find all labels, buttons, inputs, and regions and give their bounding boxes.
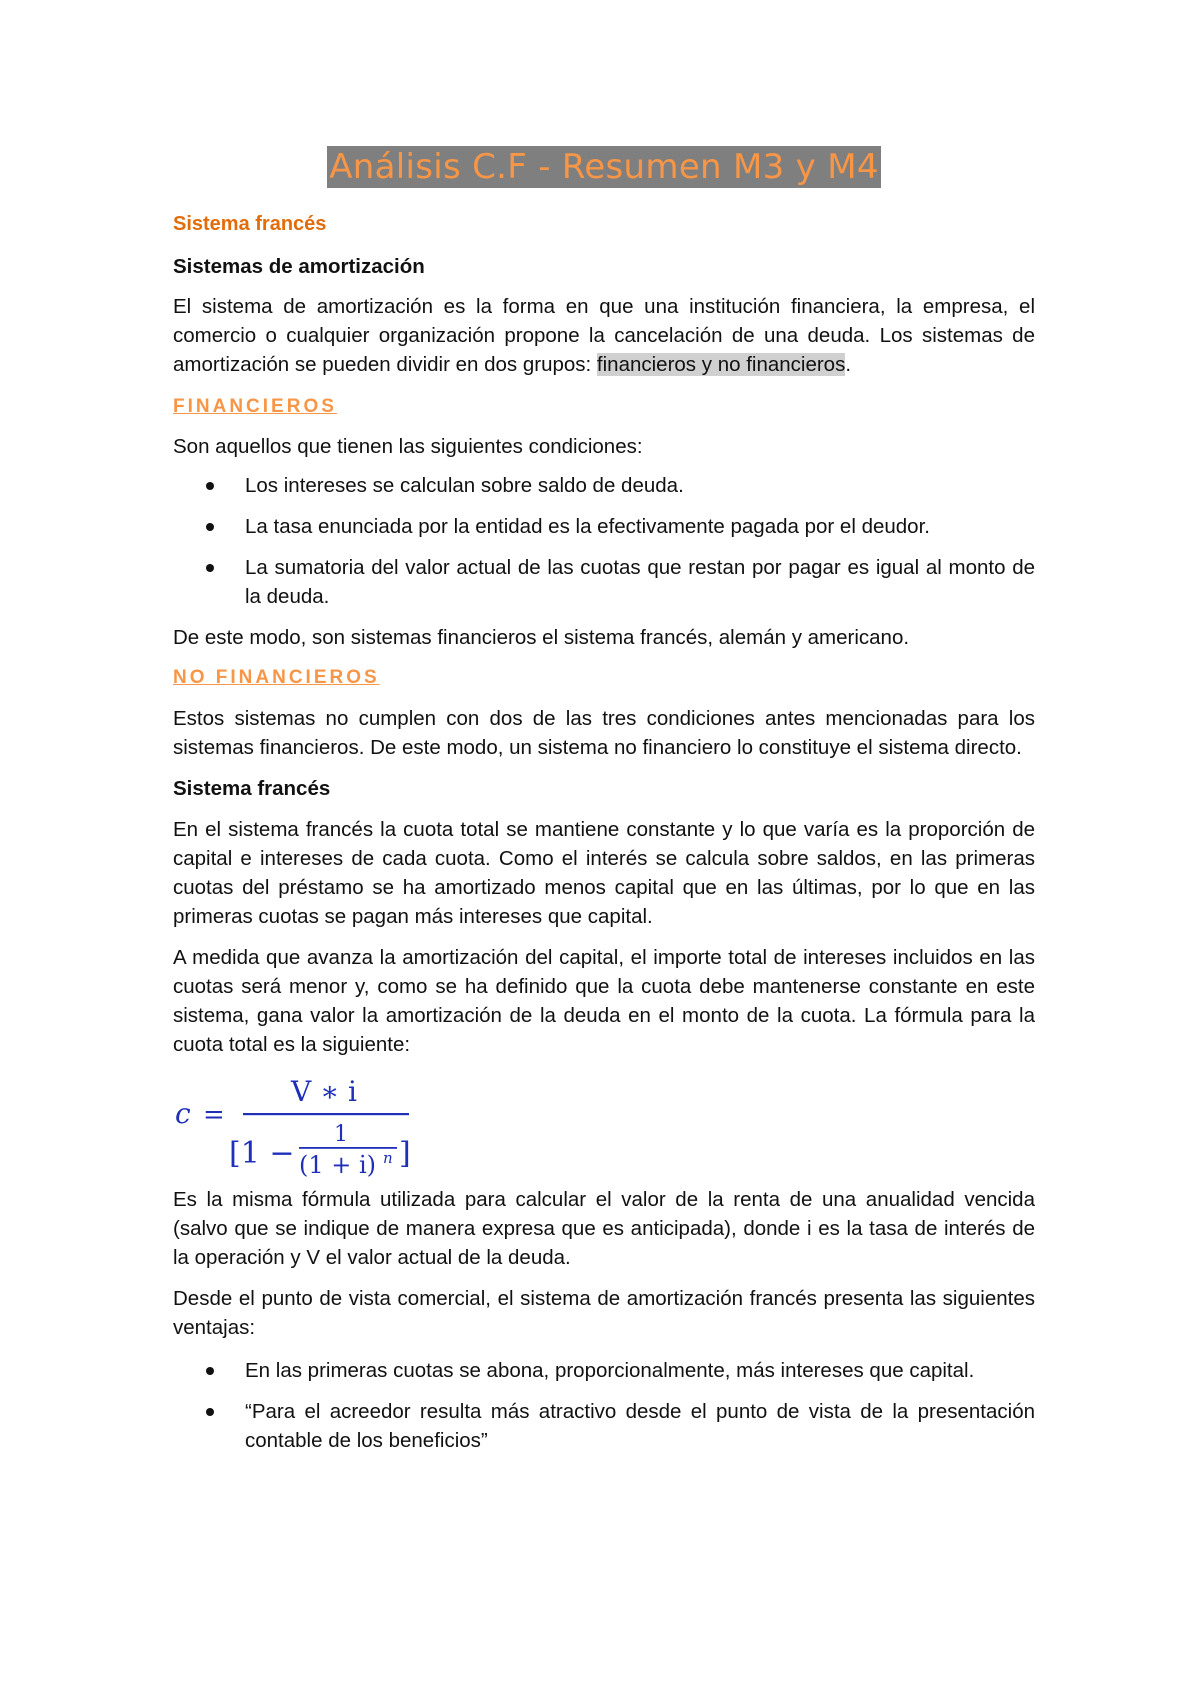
formula-bracket-open: [1 − <box>229 1136 295 1171</box>
formula-numerator: V ∗ i <box>291 1075 358 1108</box>
formula-inner-numerator: 1 <box>334 1122 348 1147</box>
intro-text: El sistema de amortización es la forma en que una institución financiera, la empresa, el comercio o cualquier organización propone la cancelación de una deuda. Los sistemas de amortización se pueden dividir en dos grupos: <box>173 295 1035 376</box>
ventajas-list <box>173 1356 1035 1455</box>
frances-paragraph-4: Desde el punto de vista comercial, el sistema de amortización francés presenta las siguientes ventajas: <box>173 1287 1035 1339</box>
list-item-text: Los intereses se calculan sobre saldo de deuda. <box>245 474 684 497</box>
no-financieros-text: Estos sistemas no cumplen con dos de las tres condiciones antes mencionadas para los sistemas financieros. De este modo, un sistema no financiero lo constituye el sistema directo. <box>173 707 1035 759</box>
bullet-icon <box>206 1408 214 1416</box>
intro-paragraph <box>173 292 1035 379</box>
frances-heading: Sistema francés <box>173 777 331 800</box>
formula-inner-denominator: (1 + i) <box>299 1151 377 1179</box>
list-item-text: La tasa enunciada por la entidad es la efectivamente pagada por el deudor. <box>245 515 930 538</box>
bullet-icon <box>206 1367 214 1375</box>
financieros-closing: De este modo, son sistemas financieros el sistema francés, alemán y americano. <box>173 626 910 649</box>
sub-heading: Sistemas de amortización <box>173 255 425 278</box>
list-item <box>173 1397 1035 1455</box>
frances-paragraph-3: Es la misma fórmula utilizada para calcular el valor de la renta de una anualidad vencida (salvo que se indique de manera expresa que es anticipada), donde i es la tasa de interés de la operación y V el valor actual de la deuda. <box>173 1188 1035 1269</box>
financieros-heading: FINANCIEROS <box>173 396 337 417</box>
no-financieros-heading: NO FINANCIEROS <box>173 667 380 688</box>
list-item <box>173 471 1035 500</box>
financieros-intro: Son aquellos que tienen las siguientes condiciones: <box>173 435 643 458</box>
formula-main-fraction-bar <box>243 1113 409 1115</box>
frances-paragraph-1: En el sistema francés la cuota total se mantiene constante y lo que varía es la proporción de capital e intereses de cada cuota. Como el interés se calcula sobre saldos, en las primeras cuotas del préstamo se ha amortizado menos capital que en las últimas, por lo que en las primeras cuotas se pagan más intereses que capital. <box>173 818 1035 928</box>
formula-graphic <box>173 1069 473 1181</box>
formula-bracket-close: ] <box>399 1136 411 1171</box>
bullet-icon <box>206 482 214 490</box>
list-item-text: La sumatoria del valor actual de las cuotas que restan por pagar es igual al monto de la deuda. <box>245 556 1035 608</box>
list-item <box>173 512 1035 541</box>
financieros-list <box>173 471 1035 611</box>
formula-equals: = <box>203 1100 225 1130</box>
list-item-text: En las primeras cuotas se abona, proporcionalmente, más intereses que capital. <box>245 1359 975 1382</box>
section-label: Sistema francés <box>173 213 327 235</box>
frances-paragraph-2: A medida que avanza la amortización del capital, el importe total de intereses incluidos en las cuotas será menor y, como se ha definido que la cuota debe mantenerse constante en este sistema, gana valor la amortización de la deuda en el monto de la cuota. La fórmula para la cuota total es la siguiente: <box>173 946 1035 1056</box>
intro-end: . <box>845 353 852 376</box>
document-title: Análisis C.F - Resumen M3 y M4 <box>329 147 879 187</box>
bullet-icon <box>206 564 214 572</box>
list-item <box>173 1356 1035 1385</box>
list-item-text: “Para el acreedor resulta más atractivo desde el punto de vista de la presentación contable de los beneficios” <box>245 1400 1035 1452</box>
document-body <box>173 0 1035 1455</box>
bullet-icon <box>206 523 214 531</box>
list-item <box>173 553 1035 611</box>
title-block <box>173 146 1035 188</box>
formula-lhs: c <box>175 1097 191 1130</box>
intro-highlight: financieros y no financieros <box>596 353 846 376</box>
formula-exponent: n <box>383 1149 393 1167</box>
cuota-formula <box>173 1069 1035 1181</box>
